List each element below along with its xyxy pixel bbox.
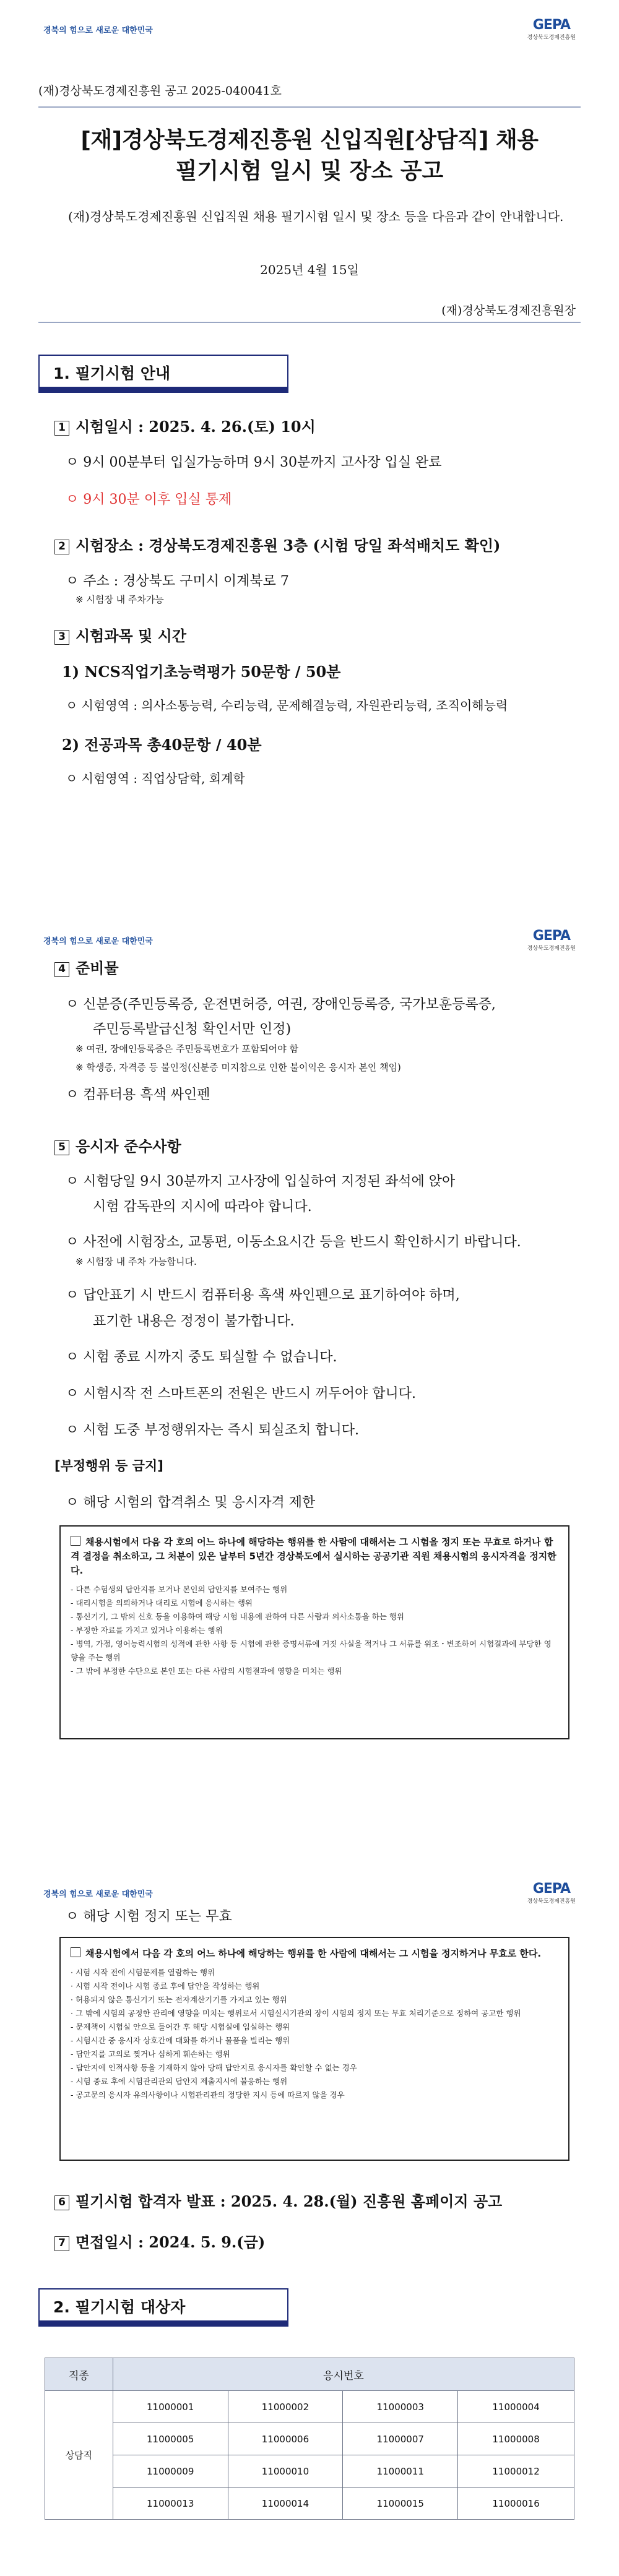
notice-item: - 시험 종료 후에 시험관리관의 답안지 제출지시에 불응하는 행위	[71, 2077, 288, 2086]
invalidation-notice-box: 채용시험에서 다음 각 호의 어느 하나에 해당하는 행위를 한 사람에 대해서는 그 시험을 정지하거나 무효로 한다. · 시험 시작 전에 시험문제를 열람하는 행위 · 시험 시작 전이나 시험 종료 후에 답안을 작성하는 행위 · 허용되지 않은 통신기기 또는 전자계산기기를 가지고 있는 행위 · 그 밖에 시험의 공정한 관리에 영향을 미치는 행위로서 시험실시기관의 장이 시험의 정지 또는 무효 처리기준으로 정하여 공고한 행위 - 문제책이 시험실 안으로 들어간 후 해당 시험실에 입실하는 행위 - 시험시간 중 응시자 상호간에 대화를 하거나 물품을 빌리는 행위 - 답안지를 고의로 찢거나 심하게 훼손하는 행위 - 답안지에 인적사항 등을 기재하지 않아 당해 답안지로 응시자를 확인할 수 없는 경우 - 시험 종료 후에 시험관리관의 답안지 제출지시에 불응하는 행위 - 공고문의 응시자 유의사항이나 시험관리관의 정당한 지시 등에 따르지 않을 경우	[59, 1937, 569, 2161]
table-cell: 11000004	[458, 2391, 574, 2423]
notice-item: · 그 밖에 시험의 공정한 관리에 영향을 미치는 행위로서 시험실시기관의 장이 시험의 정지 또는 무효 처리기준으로 정하여 공고한 행위	[71, 2009, 521, 2018]
gepa-logo: GEPA 경상북도경제진흥원	[527, 1881, 576, 1905]
notice-item: · 시험 시작 전에 시험문제를 열람하는 행위	[71, 1968, 215, 1977]
notice-item: - 문제책이 시험실 안으로 들어간 후 해당 시험실에 입실하는 행위	[71, 2022, 290, 2031]
item-rules: 5 응시자 준수사항	[54, 1134, 181, 1156]
notice-date: 2025년 4월 15일	[260, 262, 359, 277]
intro-text: (재)경상북도경제진흥원 신입직원 채용 필기시험 일시 및 장소 등을 다음과 같이 안내합니다.	[68, 209, 564, 224]
job-cell: 상담직	[45, 2391, 113, 2520]
prep-line: ㅇ 신분증(주민등록증, 운전면허증, 여권, 장애인등록증, 국가보훈등록증,	[66, 997, 496, 1012]
misconduct-line: ㅇ 해당 시험의 합격취소 및 응시자격 제한	[66, 1495, 316, 1510]
rule-line: ㅇ 시험 종료 시까지 중도 퇴실할 수 없습니다.	[66, 1350, 337, 1365]
rule-line: 표기한 내용은 정정이 불가합니다.	[93, 1314, 295, 1329]
page-subtitle: 필기시험 일시 및 장소 공고	[175, 158, 444, 184]
table-cell: 11000007	[343, 2423, 458, 2455]
table-cell: 11000008	[458, 2423, 574, 2455]
gepa-logo: GEPA 경상북도경제진흥원	[527, 17, 576, 41]
notice-item: · 시험 시작 전이나 시험 종료 후에 답안을 작성하는 행위	[71, 1981, 260, 1991]
table-cell: 11000015	[343, 2488, 458, 2520]
rule-line: ㅇ 사전에 시험장소, 교통편, 이동소요시간 등을 반드시 확인하시기 바랍니다.	[66, 1234, 521, 1250]
invalid-line: ㅇ 해당 시험 정지 또는 무효	[66, 1909, 232, 1924]
rule-note: ※ 시험장 내 주차 가능합니다.	[76, 1256, 197, 1267]
slogan-logo: 경북의 힘으로 새로운 대한민국	[43, 1890, 153, 1899]
notice-item: - 공고문의 응시자 유의사항이나 시험관리관의 정당한 지시 등에 따르지 않을 경우	[71, 2090, 345, 2100]
item-subjects: 3 시험과목 및 시간	[54, 624, 186, 645]
table-cell: 11000012	[458, 2455, 574, 2488]
table-cell: 11000014	[228, 2488, 343, 2520]
subject-ncs: 1) NCS직업기초능력평가 50문항 / 50분	[62, 663, 341, 681]
page-title: [재]경상북도경제진흥원 신입직원[상담직] 채용	[80, 127, 539, 153]
section-1-header: 1. 필기시험 안내	[38, 355, 288, 388]
prep-note: ※ 여권, 장애인등록증은 주민등록번호가 포함되어야 함	[76, 1043, 298, 1054]
notice-item: - 부정한 자료를 가지고 있거나 이용하는 행위	[71, 1626, 223, 1635]
slogan-logo: 경북의 힘으로 새로운 대한민국	[43, 937, 153, 946]
rule-line: 시험 감독관의 지시에 따라야 합니다.	[93, 1199, 312, 1215]
table-row	[45, 2423, 574, 2455]
table-cell: 11000002	[228, 2391, 343, 2423]
notice-item: - 시험시간 중 응시자 상호간에 대화를 하거나 물품을 빌리는 행위	[71, 2036, 290, 2045]
item-exam-place: 2 시험장소 : 경상북도경제진흥원 3층 (시험 당일 좌석배치도 확인)	[54, 533, 500, 555]
notice-item: - 답안지를 고의로 찢거나 심하게 훼손하는 행위	[71, 2049, 230, 2059]
section-2-header: 2. 필기시험 대상자	[38, 2288, 288, 2322]
table-cell: 11000010	[228, 2455, 343, 2488]
rule-line: ㅇ 답안표기 시 반드시 컴퓨터용 흑색 싸인펜으로 표기하여야 하며,	[66, 1288, 460, 1303]
table-row	[45, 2391, 574, 2423]
parking-note: ※ 시험장 내 주차가능	[76, 594, 164, 605]
rule-line: ㅇ 시험시작 전 스마트폰의 전원은 반드시 꺼두어야 합니다.	[66, 1386, 416, 1402]
notice-item: - 통신기기, 그 밖의 신호 등을 이용하여 해당 시험 내용에 관하여 다른 사람과 의사소통을 하는 행위	[71, 1612, 405, 1621]
table-header-job: 직종	[45, 2358, 113, 2391]
notice-item: · 허용되지 않은 통신기기 또는 전자계산기기를 가지고 있는 행위	[71, 1995, 287, 2004]
item-interview-date: 7 면접일시 : 2024. 5. 9.(금)	[54, 2230, 265, 2252]
table-cell: 11000011	[343, 2455, 458, 2488]
misconduct-title: [부정행위 등 금지]	[54, 1458, 163, 1473]
subject-major: 2) 전공과목 총40문항 / 40분	[62, 736, 262, 754]
prep-line: ㅇ 컴퓨터용 흑색 싸인펜	[66, 1087, 210, 1103]
notice-item: - 대리시험을 의뢰하거나 대리로 시험에 응시하는 행위	[71, 1598, 253, 1608]
misconduct-notice-box: 채용시험에서 다음 각 호의 어느 하나에 해당하는 행위를 한 사람에 대해서는 그 시험을 정지 또는 무효로 하거나 합격 결정을 취소하고, 그 처분이 있은 날부터 5년간 경상북도에서 실시하는 공공기관 직원 채용시험의 응시자격을 정지한다. - 다른 수험생의 답안지를 보거나 본인의 답안지를 보여주는 행위 - 대리시험을 의뢰하거나 대리로 시험에 응시하는 행위 - 통신기기, 그 밖의 신호 등을 이용하여 해당 시험 내용에 관하여 다른 사람과 의사소통을 하는 행위 - 부정한 자료를 가지고 있거나 이용하는 행위 - 병역, 가점, 영어능력시험의 성적에 관한 사항 등 시험에 관한 증명서류에 거짓 사실을 적거나 그 서류를 위조・변조하여 시험결과에 부당한 영향을 주는 행위 - 그 밖에 부정한 수단으로 본인 또는 다른 사람의 시험결과에 영향을 미치는 행위	[59, 1525, 569, 1739]
table-cell: 11000009	[113, 2455, 228, 2488]
issuer-name: (재)경상북도경제진흥원장	[441, 304, 576, 317]
table-header-number: 응시번호	[113, 2358, 574, 2391]
subject-ncs-detail: ㅇ 시험영역 : 의사소통능력, 수리능력, 문제해결능력, 자원관리능력, 조직이해능력	[66, 698, 508, 713]
table-cell: 11000013	[113, 2488, 228, 2520]
divider	[38, 322, 581, 323]
table-cell: 11000003	[343, 2391, 458, 2423]
rule-line: ㅇ 시험 도중 부정행위자는 즉시 퇴실조치 합니다.	[66, 1423, 359, 1438]
time-line-restricted: ㅇ 9시 30분 이후 입실 통제	[66, 492, 232, 507]
gepa-logo: GEPA 경상북도경제진흥원	[527, 928, 576, 952]
prep-note: ※ 학생증, 자격증 등 불인정(신분증 미지참으로 인한 불이익은 응시자 본인 책임)	[76, 1062, 401, 1073]
table-cell: 11000006	[228, 2423, 343, 2455]
item-exam-time: 1 시험일시 : 2025. 4. 26.(토) 10시	[54, 415, 316, 436]
table-cell: 11000016	[458, 2488, 574, 2520]
notice-item: - 병역, 가점, 영어능력시험의 성적에 관한 사항 등 시험에 관한 증명서류에 거짓 사실을 적거나 그 서류를 위조・변조하여 시험결과에 부당한 영향을 주는 행위	[71, 1639, 552, 1662]
table-row	[45, 2488, 574, 2520]
rule-line: ㅇ 시험당일 9시 30분까지 고사장에 입실하여 지정된 좌석에 앉아	[66, 1174, 456, 1189]
table-row	[45, 2455, 574, 2488]
table-cell: 11000005	[113, 2423, 228, 2455]
notice-number: (재)경상북도경제진흥원 공고 2025-040041호	[38, 84, 282, 98]
notice-item: - 그 밖에 부정한 수단으로 본인 또는 다른 사람의 시험결과에 영향을 미치는 행위	[71, 1666, 342, 1676]
notice-item: - 답안지에 인적사항 등을 기재하지 않아 당해 답안지로 응시자를 확인할 수 없는 경우	[71, 2063, 357, 2072]
address-line: ㅇ 주소 : 경상북도 구미시 이계북로 7	[66, 574, 289, 589]
item-result-announcement: 6 필기시험 합격자 발표 : 2025. 4. 28.(월) 진흥원 홈페이지 공고	[54, 2189, 502, 2211]
subject-major-detail: ㅇ 시험영역 : 직업상담학, 회계학	[66, 771, 245, 786]
slogan-logo: 경북의 힘으로 새로운 대한민국	[43, 26, 153, 35]
divider	[38, 106, 581, 108]
table-cell: 11000001	[113, 2391, 228, 2423]
notice-item: - 다른 수험생의 답안지를 보거나 본인의 답안지를 보여주는 행위	[71, 1585, 288, 1594]
prep-line: 주민등록발급신청 확인서만 인정)	[93, 1022, 292, 1037]
item-materials: 4 준비물	[54, 956, 119, 978]
candidate-table	[45, 2358, 574, 2520]
time-line: ㅇ 9시 00분부터 입실가능하며 9시 30분까지 고사장 입실 완료	[66, 455, 442, 470]
